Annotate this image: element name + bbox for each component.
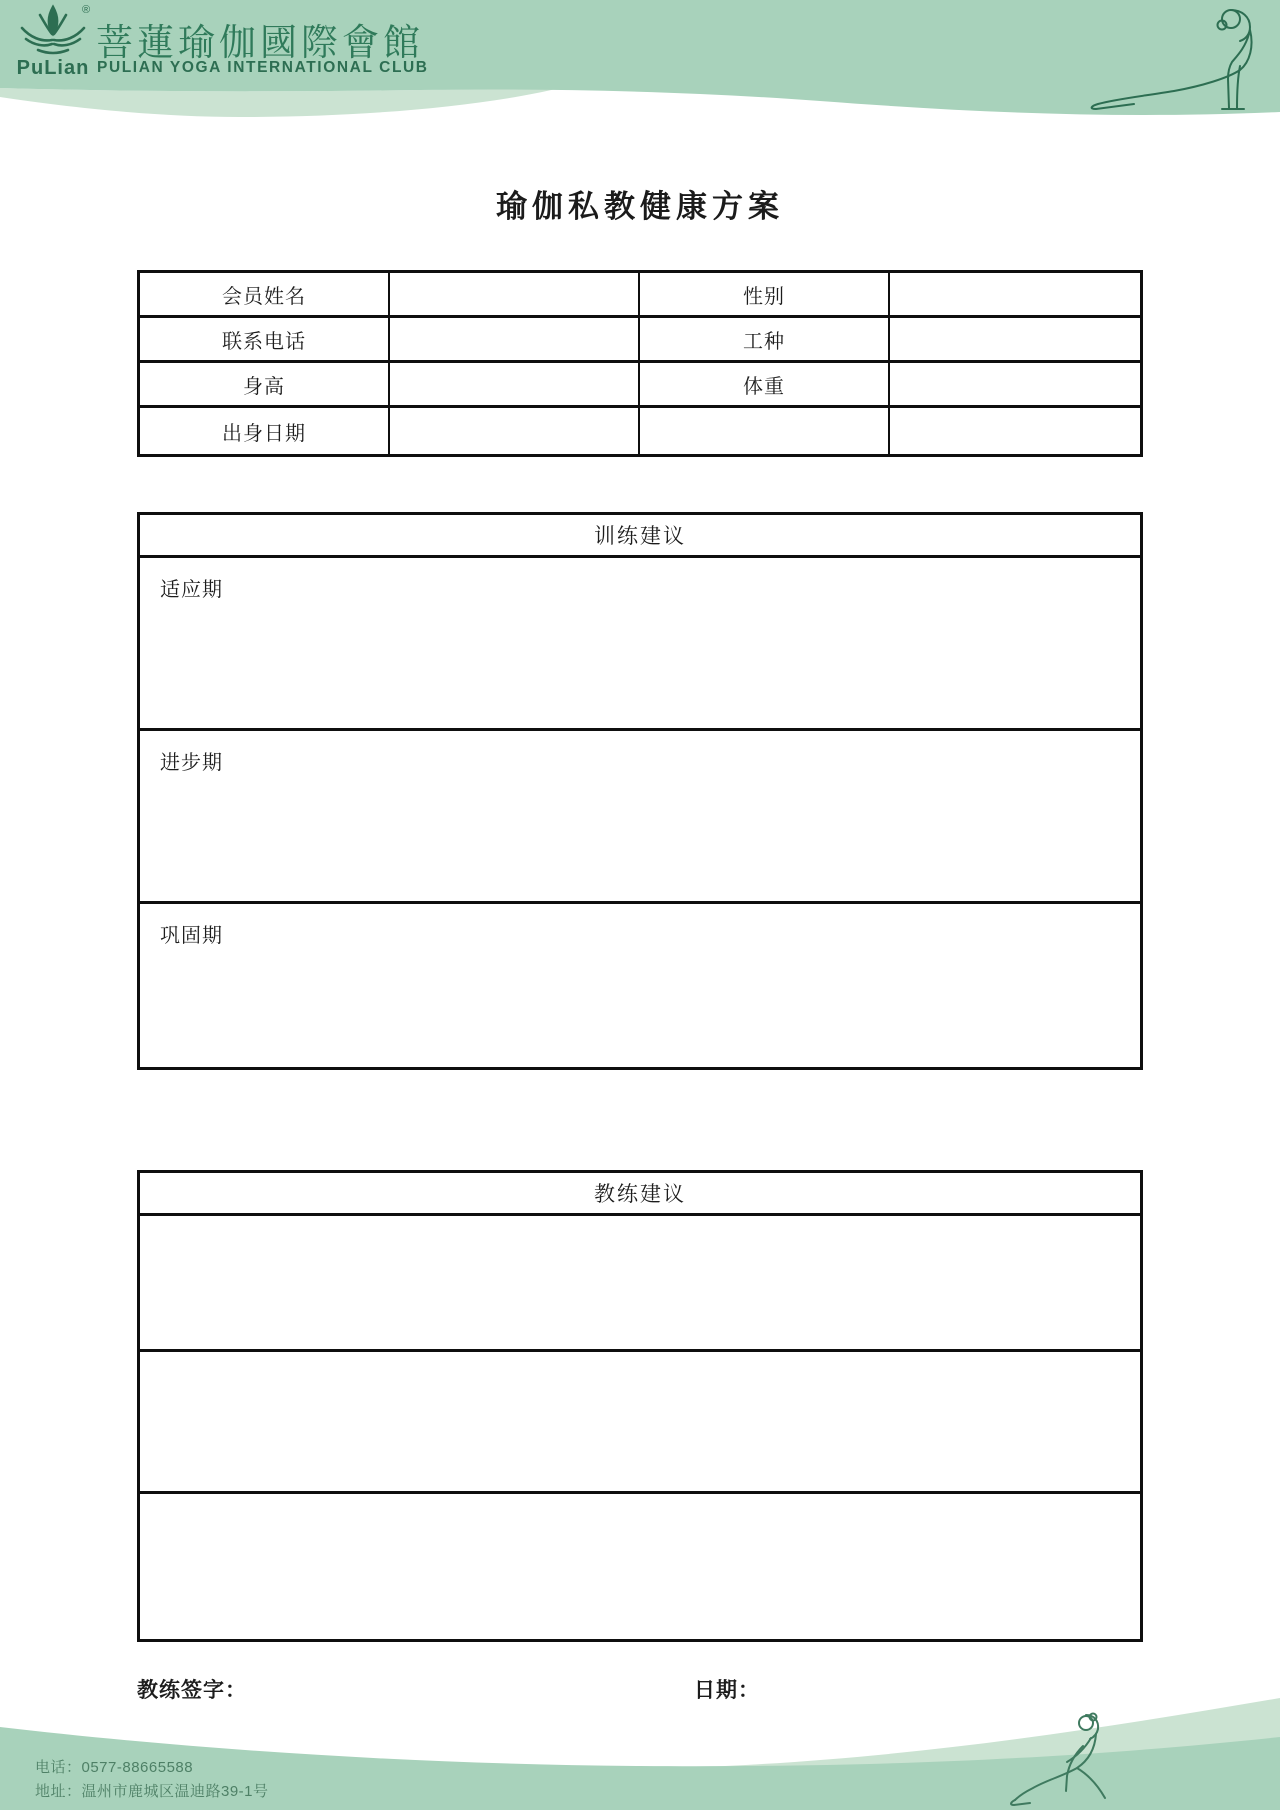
coach-suggestions-header: 教练建议 <box>140 1173 1140 1216</box>
brand-name-english: PULIAN YOGA INTERNATIONAL CLUB <box>97 59 429 76</box>
coach-suggestion-row-2 <box>140 1352 1140 1494</box>
coach-suggestion-row-3 <box>140 1494 1140 1636</box>
training-suggestions-header: 训练建议 <box>140 515 1140 558</box>
lotus-logo-icon <box>20 4 86 56</box>
date-label: 日期： <box>694 1679 760 1702</box>
empty-value-cell <box>890 408 1140 454</box>
birthdate-field <box>390 408 640 454</box>
coach-suggestion-row-1 <box>140 1216 1140 1352</box>
brand-logo <box>16 4 90 80</box>
phone-field <box>390 318 640 363</box>
member-info-table <box>137 270 1143 457</box>
height-label: 身高 <box>140 363 390 408</box>
member-name-field <box>390 273 640 318</box>
occupation-label: 工种 <box>640 318 890 363</box>
coach-suggestions-table <box>137 1170 1143 1642</box>
height-field <box>390 363 640 408</box>
footer-phone: 电话：0577-88665588 <box>35 1759 194 1776</box>
adaptation-phase-row <box>140 558 1140 731</box>
progress-phase-row <box>140 731 1140 904</box>
gender-field <box>890 273 1140 318</box>
yoga-pose-illustration-footer <box>1003 1710 1118 1808</box>
member-name-label: 会员姓名 <box>140 273 390 318</box>
occupation-field <box>890 318 1140 363</box>
birthdate-label: 出身日期 <box>140 408 390 454</box>
consolidation-phase-label: 巩固期 <box>160 925 223 947</box>
training-suggestions-table <box>137 512 1143 1070</box>
progress-phase-label: 进步期 <box>160 752 223 774</box>
phone-label: 联系电话 <box>140 318 390 363</box>
brand-name-chinese: 菩蓮瑜伽國際會館 <box>96 22 424 63</box>
gender-label: 性别 <box>640 273 890 318</box>
adaptation-phase-label: 适应期 <box>160 579 223 601</box>
consolidation-phase-row <box>140 904 1140 1064</box>
empty-label-cell <box>640 408 890 454</box>
weight-label: 体重 <box>640 363 890 408</box>
yoga-pose-illustration-updog <box>1082 4 1274 118</box>
registered-trademark-symbol: ® <box>82 4 91 16</box>
weight-field <box>890 363 1140 408</box>
footer-address: 地址：温州市鹿城区温迪路39-1号 <box>35 1783 269 1800</box>
coach-signature-label: 教练签字： <box>137 1679 247 1702</box>
logo-wordmark: PuLian <box>16 57 90 79</box>
page-title: 瑜伽私教健康方案 <box>496 189 784 224</box>
